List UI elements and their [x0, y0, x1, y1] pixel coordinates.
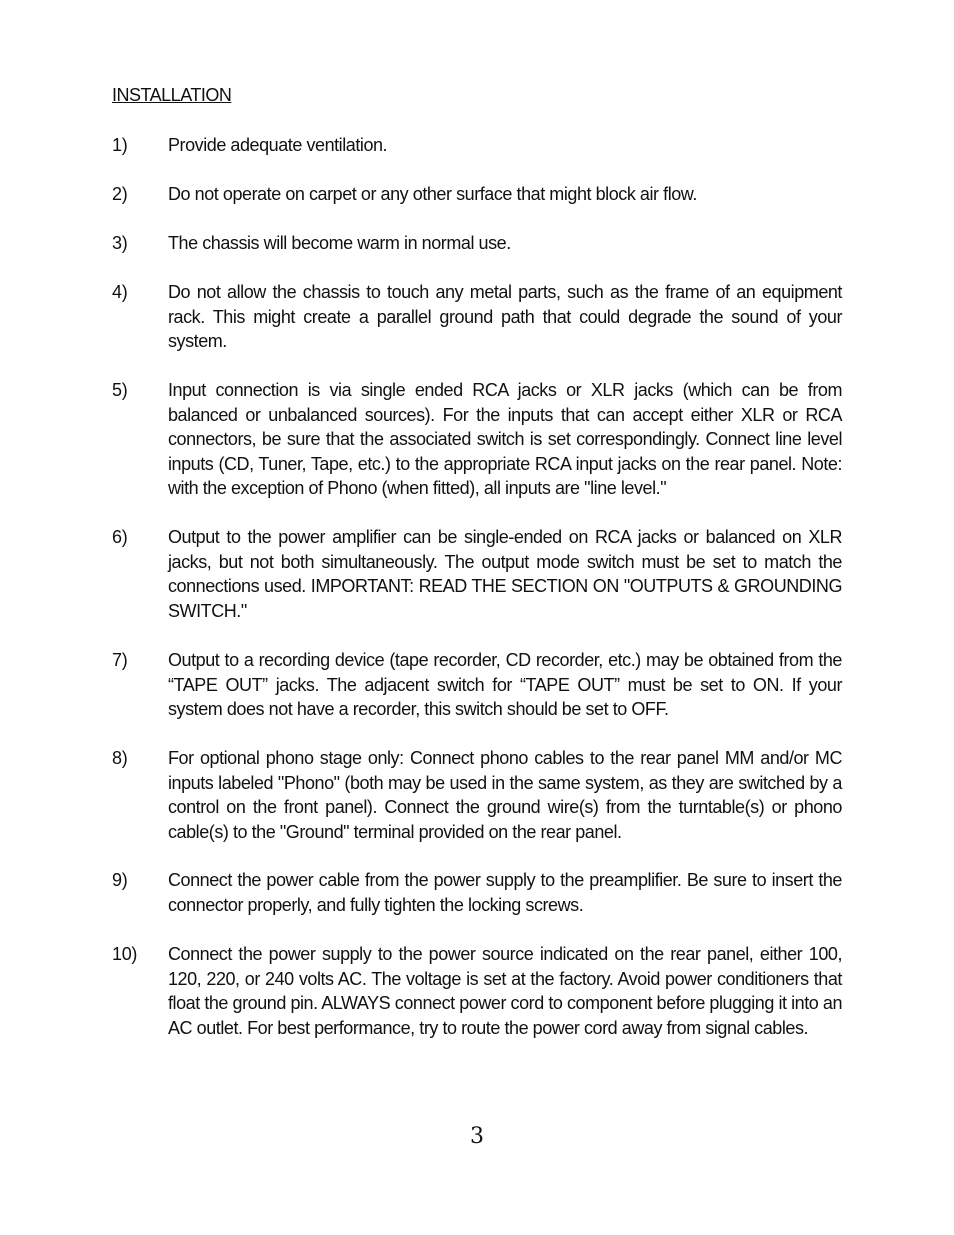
list-item: [112, 231, 842, 256]
item-number: 1): [112, 135, 128, 155]
item-number: 4): [112, 282, 128, 302]
page-number: 3: [470, 1124, 484, 1149]
list-item: [112, 746, 842, 844]
section-heading: INSTALLATION: [112, 85, 232, 105]
item-number: 10): [112, 944, 138, 964]
item-number: 8): [112, 748, 128, 768]
list-item: [112, 133, 842, 158]
item-text: Connect the power cable from the power supply to the preamplifier. Be sure to insert the connector properly, and fully tighten the locking screws.: [168, 870, 842, 915]
item-text: Connect the power supply to the power source indicated on the rear panel, either 100, 120, 220, or 240 volts AC. The voltage is set at the factory. Avoid power conditioners that float the ground pin. ALWAYS connect power cord to component before plugging it into an AC outlet. For best performance, try to route the power cord away from signal cables.: [168, 944, 842, 1038]
list-item: [112, 525, 842, 623]
item-number: 3): [112, 233, 128, 253]
list-item: [112, 868, 842, 917]
list-item: [112, 280, 842, 354]
list-item: [112, 182, 842, 207]
list-item: [112, 378, 842, 501]
item-text: Output to the power amplifier can be single-ended on RCA jacks or balanced on XLR jacks, but not both simultaneously. The output mode switch must be set to match the connections used. IMPORTANT: READ THE SECTION ON "OUTPUTS & GROUNDING SWITCH.": [168, 527, 842, 621]
item-text: Do not allow the chassis to touch any metal parts, such as the frame of an equipment rack. This might create a parallel ground path that could degrade the sound of your system.: [168, 282, 842, 351]
item-number: 6): [112, 527, 128, 547]
item-number: 7): [112, 650, 128, 670]
item-number: 9): [112, 870, 128, 890]
item-text: For optional phono stage only: Connect phono cables to the rear panel MM and/or MC inputs labeled "Phono" (both may be used in the same system, as they are switched by a control on the front panel). Connect the ground wire(s) from the turntable(s) or phono cable(s) to the "Ground" terminal provided on the rear panel.: [168, 748, 842, 842]
item-text: Output to a recording device (tape recorder, CD recorder, etc.) may be obtained from the “TAPE OUT” jacks. The adjacent switch for “TAPE OUT” must be set to ON. If your system does not have a recorder, this switch should be set to OFF.: [168, 650, 842, 719]
item-text: Provide adequate ventilation.: [168, 135, 388, 155]
item-number: 2): [112, 184, 128, 204]
list-item: [112, 942, 842, 1040]
item-text: Do not operate on carpet or any other surface that might block air flow.: [168, 184, 697, 204]
item-number: 5): [112, 380, 128, 400]
item-text: The chassis will become warm in normal use.: [168, 233, 511, 253]
list-item: [112, 648, 842, 722]
item-text: Input connection is via single ended RCA jacks or XLR jacks (which can be from balanced or unbalanced sources). For the inputs that can accept either XLR or RCA connectors, be sure that the associated switch is set correspondingly. Connect line level inputs (CD, Tuner, Tape, etc.) to the appropriate RCA input jacks on the rear panel. Note: with the exception of Phono (when fitted), all inputs are "line level.": [168, 380, 842, 498]
